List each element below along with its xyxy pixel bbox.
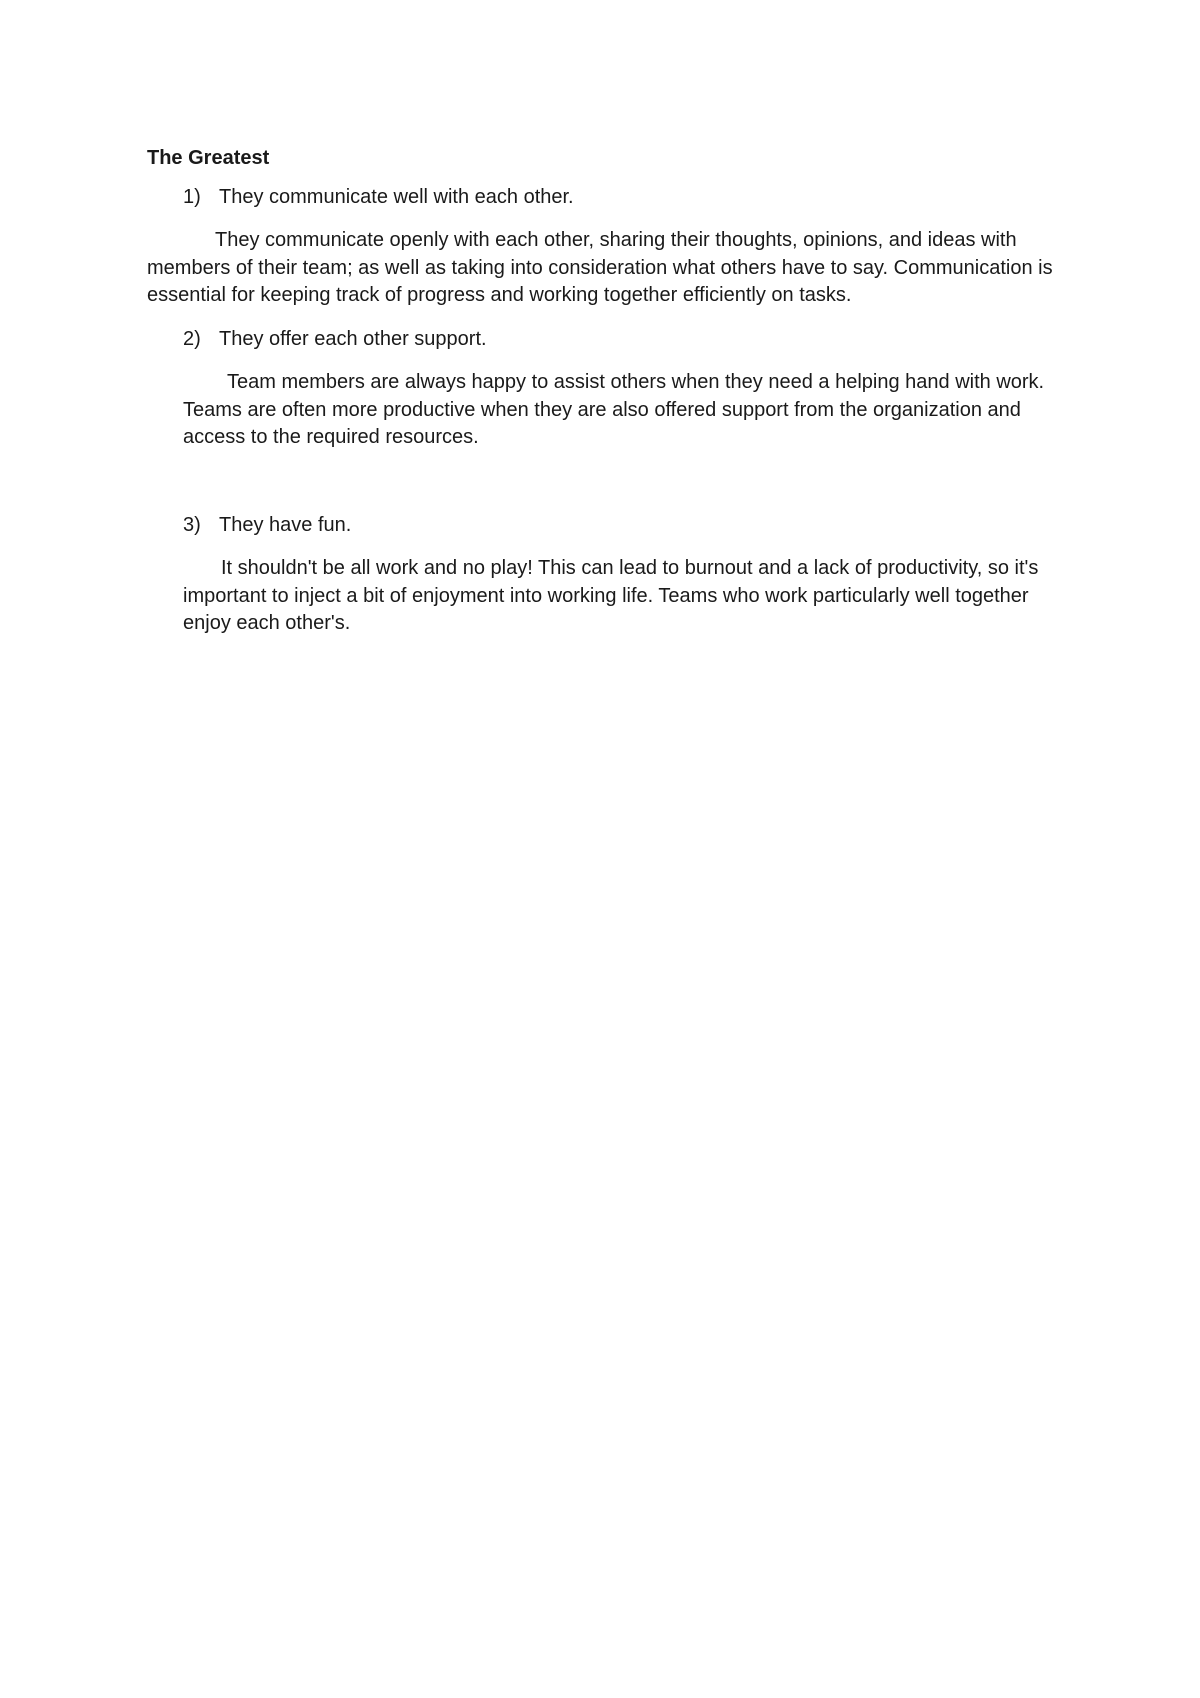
list-item-number: 2) [183,327,201,350]
list-item-heading: They communicate well with each other. [219,185,574,208]
list-item-heading: They have fun. [219,513,352,536]
section-paragraph: They communicate openly with each other, sharing their thoughts, opinions, and ideas with members of their team; as well as taking into consideration what others have to say. Communication is essential for keeping track of progress and working together efficiently on tasks. [147,229,1053,306]
list-item-number: 3) [183,513,201,536]
section-paragraph: It shouldn't be all work and no play! This can lead to burnout and a lack of productivity, so it's important to inject a bit of enjoyment into working life. Teams who work particularly well together enjoy each other's. [183,557,1039,634]
list-item [183,184,1057,212]
list-item-number: 1) [183,185,201,208]
list-item [183,326,1057,354]
list-item [183,512,1057,540]
section-paragraph: Team members are always happy to assist others when they need a helping hand with work. Teams are often more productive when they are also offered support from the organization and access to the required resources. [183,371,1045,448]
list-item-heading: They offer each other support. [219,327,487,350]
document-title: The Greatest [147,147,270,169]
document-body [147,145,1057,654]
blank-line [147,468,1057,512]
